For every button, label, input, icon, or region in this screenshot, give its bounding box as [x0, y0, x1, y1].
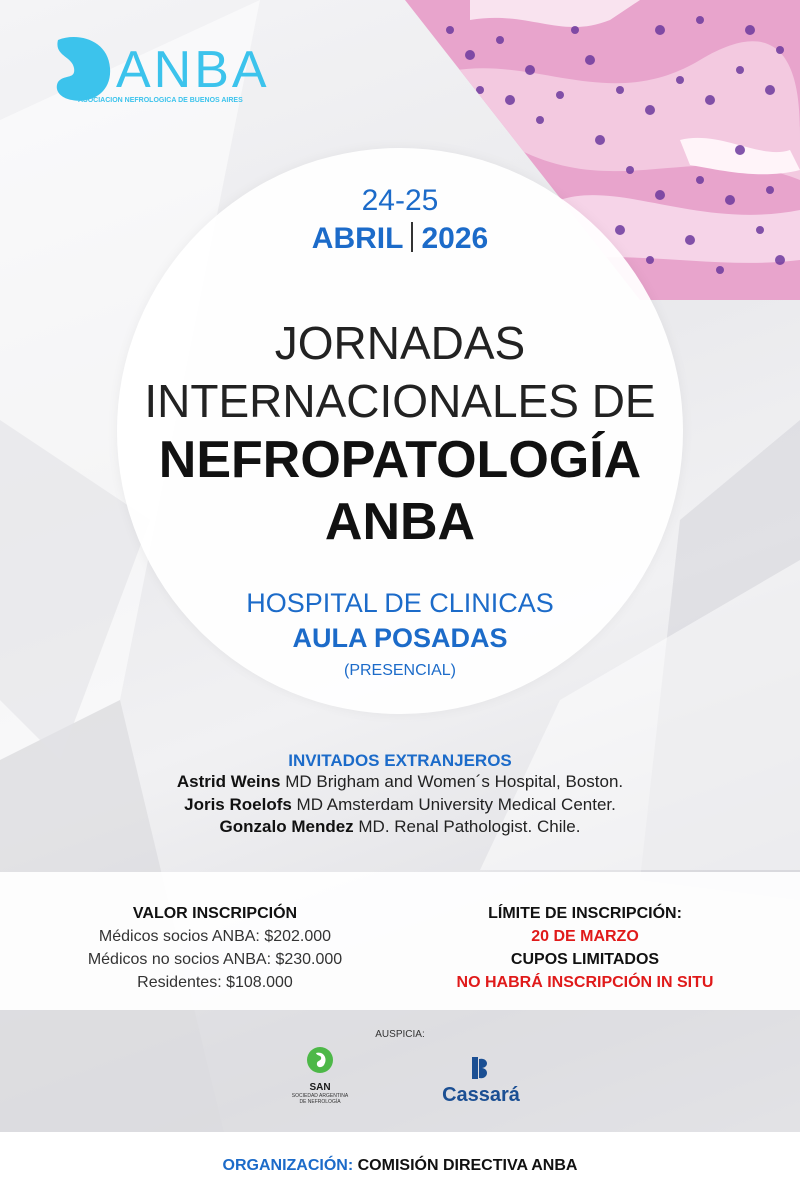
limited-seats: CUPOS LIMITADOS: [510, 951, 660, 968]
venue-hospital: HOSPITAL DE CLINICAS: [246, 588, 554, 618]
venue-mode: (PRESENCIAL): [343, 662, 457, 679]
organization-line: [0, 1157, 800, 1175]
guest-item: [0, 772, 800, 792]
guests-heading: INVITADOS EXTRANJEROS: [288, 751, 512, 770]
san-name: SAN: [309, 1082, 331, 1093]
cassara-icon: [470, 1055, 492, 1081]
guest-detail: MD Amsterdam University Medical Center.: [291, 795, 616, 814]
fee-item: Residentes: $108.000: [137, 974, 293, 991]
sponsor-label: AUSPICIA:: [375, 1029, 425, 1040]
guest-detail: MD Brigham and Women´s Hospital, Boston.: [280, 772, 624, 791]
event-year: 2026: [421, 222, 489, 255]
guest-name: Gonzalo Mendez: [219, 817, 354, 836]
event-month: ABRIL: [311, 222, 404, 255]
anba-logo: [50, 34, 290, 114]
cassara-name: Cassará: [442, 1084, 520, 1106]
organization-label: ORGANIZACIÓN:: [222, 1157, 354, 1174]
venue-room: AULA POSADAS: [292, 623, 508, 653]
san-logo: [280, 1045, 360, 1105]
deadline-date: 20 DE MARZO: [531, 928, 639, 945]
event-days: 24-25: [361, 184, 439, 217]
deadline-heading: LÍMITE DE INSCRIPCIÓN:: [488, 905, 682, 922]
guest-name: Joris Roelofs: [184, 795, 292, 814]
kidney-icon: [50, 34, 116, 104]
date-divider: [411, 222, 413, 252]
deadline-block: [410, 902, 760, 994]
no-onsite-warning: NO HABRÁ INSCRIPCIÓN IN SITU: [456, 974, 714, 991]
guest-detail: MD. Renal Pathologist. Chile.: [353, 817, 581, 836]
fees-block: [40, 902, 390, 994]
guest-name: Astrid Weins: [176, 772, 281, 791]
title-line-4: ANBA: [324, 493, 476, 551]
guest-item: [0, 817, 800, 837]
organization-value: COMISIÓN DIRECTIVA ANBA: [353, 1157, 578, 1174]
san-icon: [304, 1045, 336, 1075]
san-subtitle-2: DE NEFROLOGÍA: [299, 1099, 341, 1105]
fee-item: Médicos socios ANBA: $202.000: [98, 928, 332, 945]
title-line-1: JORNADAS: [274, 317, 526, 369]
fee-item: Médicos no socios ANBA: $230.000: [87, 951, 343, 968]
logo-name: ANBA: [116, 41, 270, 99]
san-subtitle-1: SOCIEDAD ARGENTINA: [291, 1093, 349, 1099]
footer: [0, 1132, 800, 1200]
event-month-year: [0, 222, 800, 256]
title-line-2: INTERNACIONALES DE: [144, 375, 656, 427]
fees-heading: VALOR INSCRIPCIÓN: [132, 905, 298, 922]
cassara-logo: [436, 1055, 526, 1107]
guest-item: [0, 795, 800, 815]
title-line-3: NEFROPATOLOGÍA: [158, 431, 642, 489]
logo-subtitle: ASOCIACION NEFROLOGICA DE BUENOS AIRES: [78, 97, 243, 104]
